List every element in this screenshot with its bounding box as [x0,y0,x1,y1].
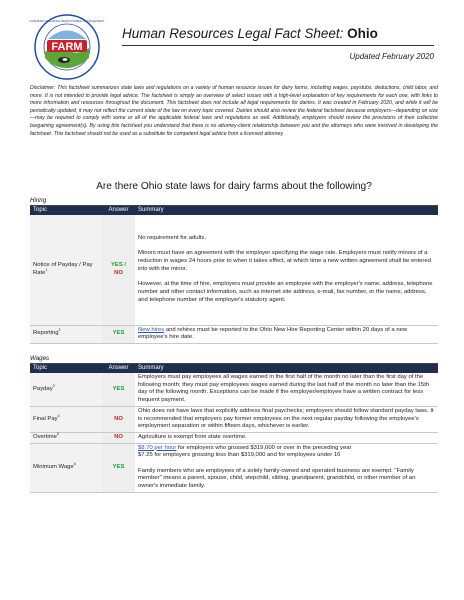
answer-no: NO [114,269,123,276]
summary-paragraph: $7.25 for employers grossing less than $319,000 and for employees under 16 [138,452,341,459]
column-answer: Answer [102,206,135,215]
table-row-reporting [30,325,438,343]
table-row-payday [30,373,438,406]
footnote-ref: 4 [57,413,60,418]
answer-cell [102,215,135,325]
answer-cell: YES [102,325,135,343]
section-question: Are there Ohio state laws for dairy farms about the following? [96,181,372,192]
summary-paragraph: Family members who are employees of a solely family-owned and operated business are exempt. "Family member" means a parent, spouse, child, stepchild, sibling, grandparent, grandchild, or other member of an owner's immediate family. [138,467,416,490]
wages-section-label: Wages [30,355,50,362]
answer-cell: YES [102,443,135,492]
wages-table-header [30,364,438,373]
page-title-state: Ohio [347,26,378,41]
hiring-section-label: Hiring [30,197,47,204]
hiring-table-header [30,206,438,215]
topic-text: Reporting [33,330,59,337]
column-answer: Answer [102,364,135,373]
topic-cell [30,373,102,406]
column-summary: Summary [135,364,438,373]
topic-text: Payday [33,385,53,392]
topic-cell [30,432,102,443]
summary-text: and rehires must be reported to the Ohio New Hire Reporting Center within 20 days of a new employee's hire date. [138,326,408,341]
table-row-final-pay [30,406,438,432]
column-topic: Topic [30,364,102,373]
summary-text: for employers who grossed $319,000 or over in the preceding year [176,444,352,451]
table-row-minimum-wage [30,443,438,492]
updated-date: Updated February 2020 [349,52,434,61]
new-hires-link[interactable]: New hires [138,326,165,333]
footnote-ref: 2 [58,328,61,333]
column-summary: Summary [135,206,438,215]
footnote-ref: 5 [56,431,59,436]
answer-yes: YES / [110,262,127,269]
topic-text: Notice of Payday / Pay Rate [33,262,93,276]
logo-text: FARM [51,41,83,53]
summary-cell [135,325,438,343]
summary-paragraph: Minors must have an agreement with the employer specifying the wage rate. Employers must notify minors of a reduction in wages 24 hours prior to when it takes effect, at which time a new written agreement shall be entered into with the minor. [138,250,431,272]
table-row-overtime [30,432,438,443]
page-title-prefix: Human Resources Legal Fact Sheet: [122,26,348,41]
summary-cell: Ohio does not have laws that explicitly address final paychecks; employers should follow standard payday laws. It is recommended that employers pay former employees on the next regular payday following the employee's employment separation or within fifteen days, whichever is earlier. [135,406,438,432]
answer-cell: YES [102,373,135,406]
footnote-ref: 1 [45,267,48,272]
hiring-table [30,206,438,344]
answer-cell: NO [102,432,135,443]
topic-cell [30,325,102,343]
table-row-notice-of-payday [30,215,438,325]
topic-text: Overtime [33,433,57,440]
disclaimer-text: Disclaimer: This factsheet summarizes state laws and regulations on a variety of human resource issues for dairy farms, including wages, paystubs, deductions, child labor, and more. It is not intended to provide legal advice. The factsheet is simply an overview of select issues with a high-level explanation of key requirements for each one, with links to more information and resources throughout the document. This factsheet does not include all legal requirements for dairies. It was created in February 2020, and while it will be periodically updated, it may not reflect the current state of the law on every topic covered. Dairies should also review the federal factsheet because employers—depending on size—may be required to comply with some or all of the applicable federal laws and regulations as well. Additionally, employers should review the provisions of their collective bargaining agreement(s). By using this factsheet you understand that there is no attorney-client relationship between you and the attorneys who were involved in developing the factsheet. This factsheet should not be used as a substitute for competent legal advice from a licensed attorney. [30,85,438,137]
page-title [122,26,422,41]
answer-cell: NO [102,406,135,432]
summary-paragraph: However, at the time of hire, employers must provide an employee with the employer's name, address, telephone number and other contact information, such as internet site address, e-mail, fax number, or the name, address, and telephone number of the employer's statutory agent. [138,281,433,303]
column-topic: Topic [30,206,102,215]
footnote-ref: 3 [52,383,55,388]
summary-cell [135,215,438,325]
summary-cell: Agriculture is exempt from state overtime. [135,432,438,443]
wages-table [30,364,438,493]
topic-text: Final Pay [33,415,58,422]
farm-logo [29,14,105,80]
summary-cell [135,443,438,492]
logo-ring-text: FARMERS ASSURING RESPONSIBLE MANAGEMENT [29,19,105,23]
summary-cell: Employers must pay employees all wages earned in the first half of the month no later than the first day of the following month; they must pay employees wages earned during the last half of the month no later than the 15th day of the following month. Exceptions can be made if the employer/employee have a written contract for less frequent payment. [135,373,438,406]
topic-text: Minimum Wage [33,463,74,470]
topic-cell [30,443,102,492]
footnote-ref: 6 [73,461,76,466]
topic-cell [30,406,102,432]
topic-cell [30,215,102,325]
summary-paragraph: No requirement for adults. [138,235,207,242]
title-divider [122,45,434,46]
minimum-wage-link[interactable]: $8.70 per hour [138,444,177,451]
